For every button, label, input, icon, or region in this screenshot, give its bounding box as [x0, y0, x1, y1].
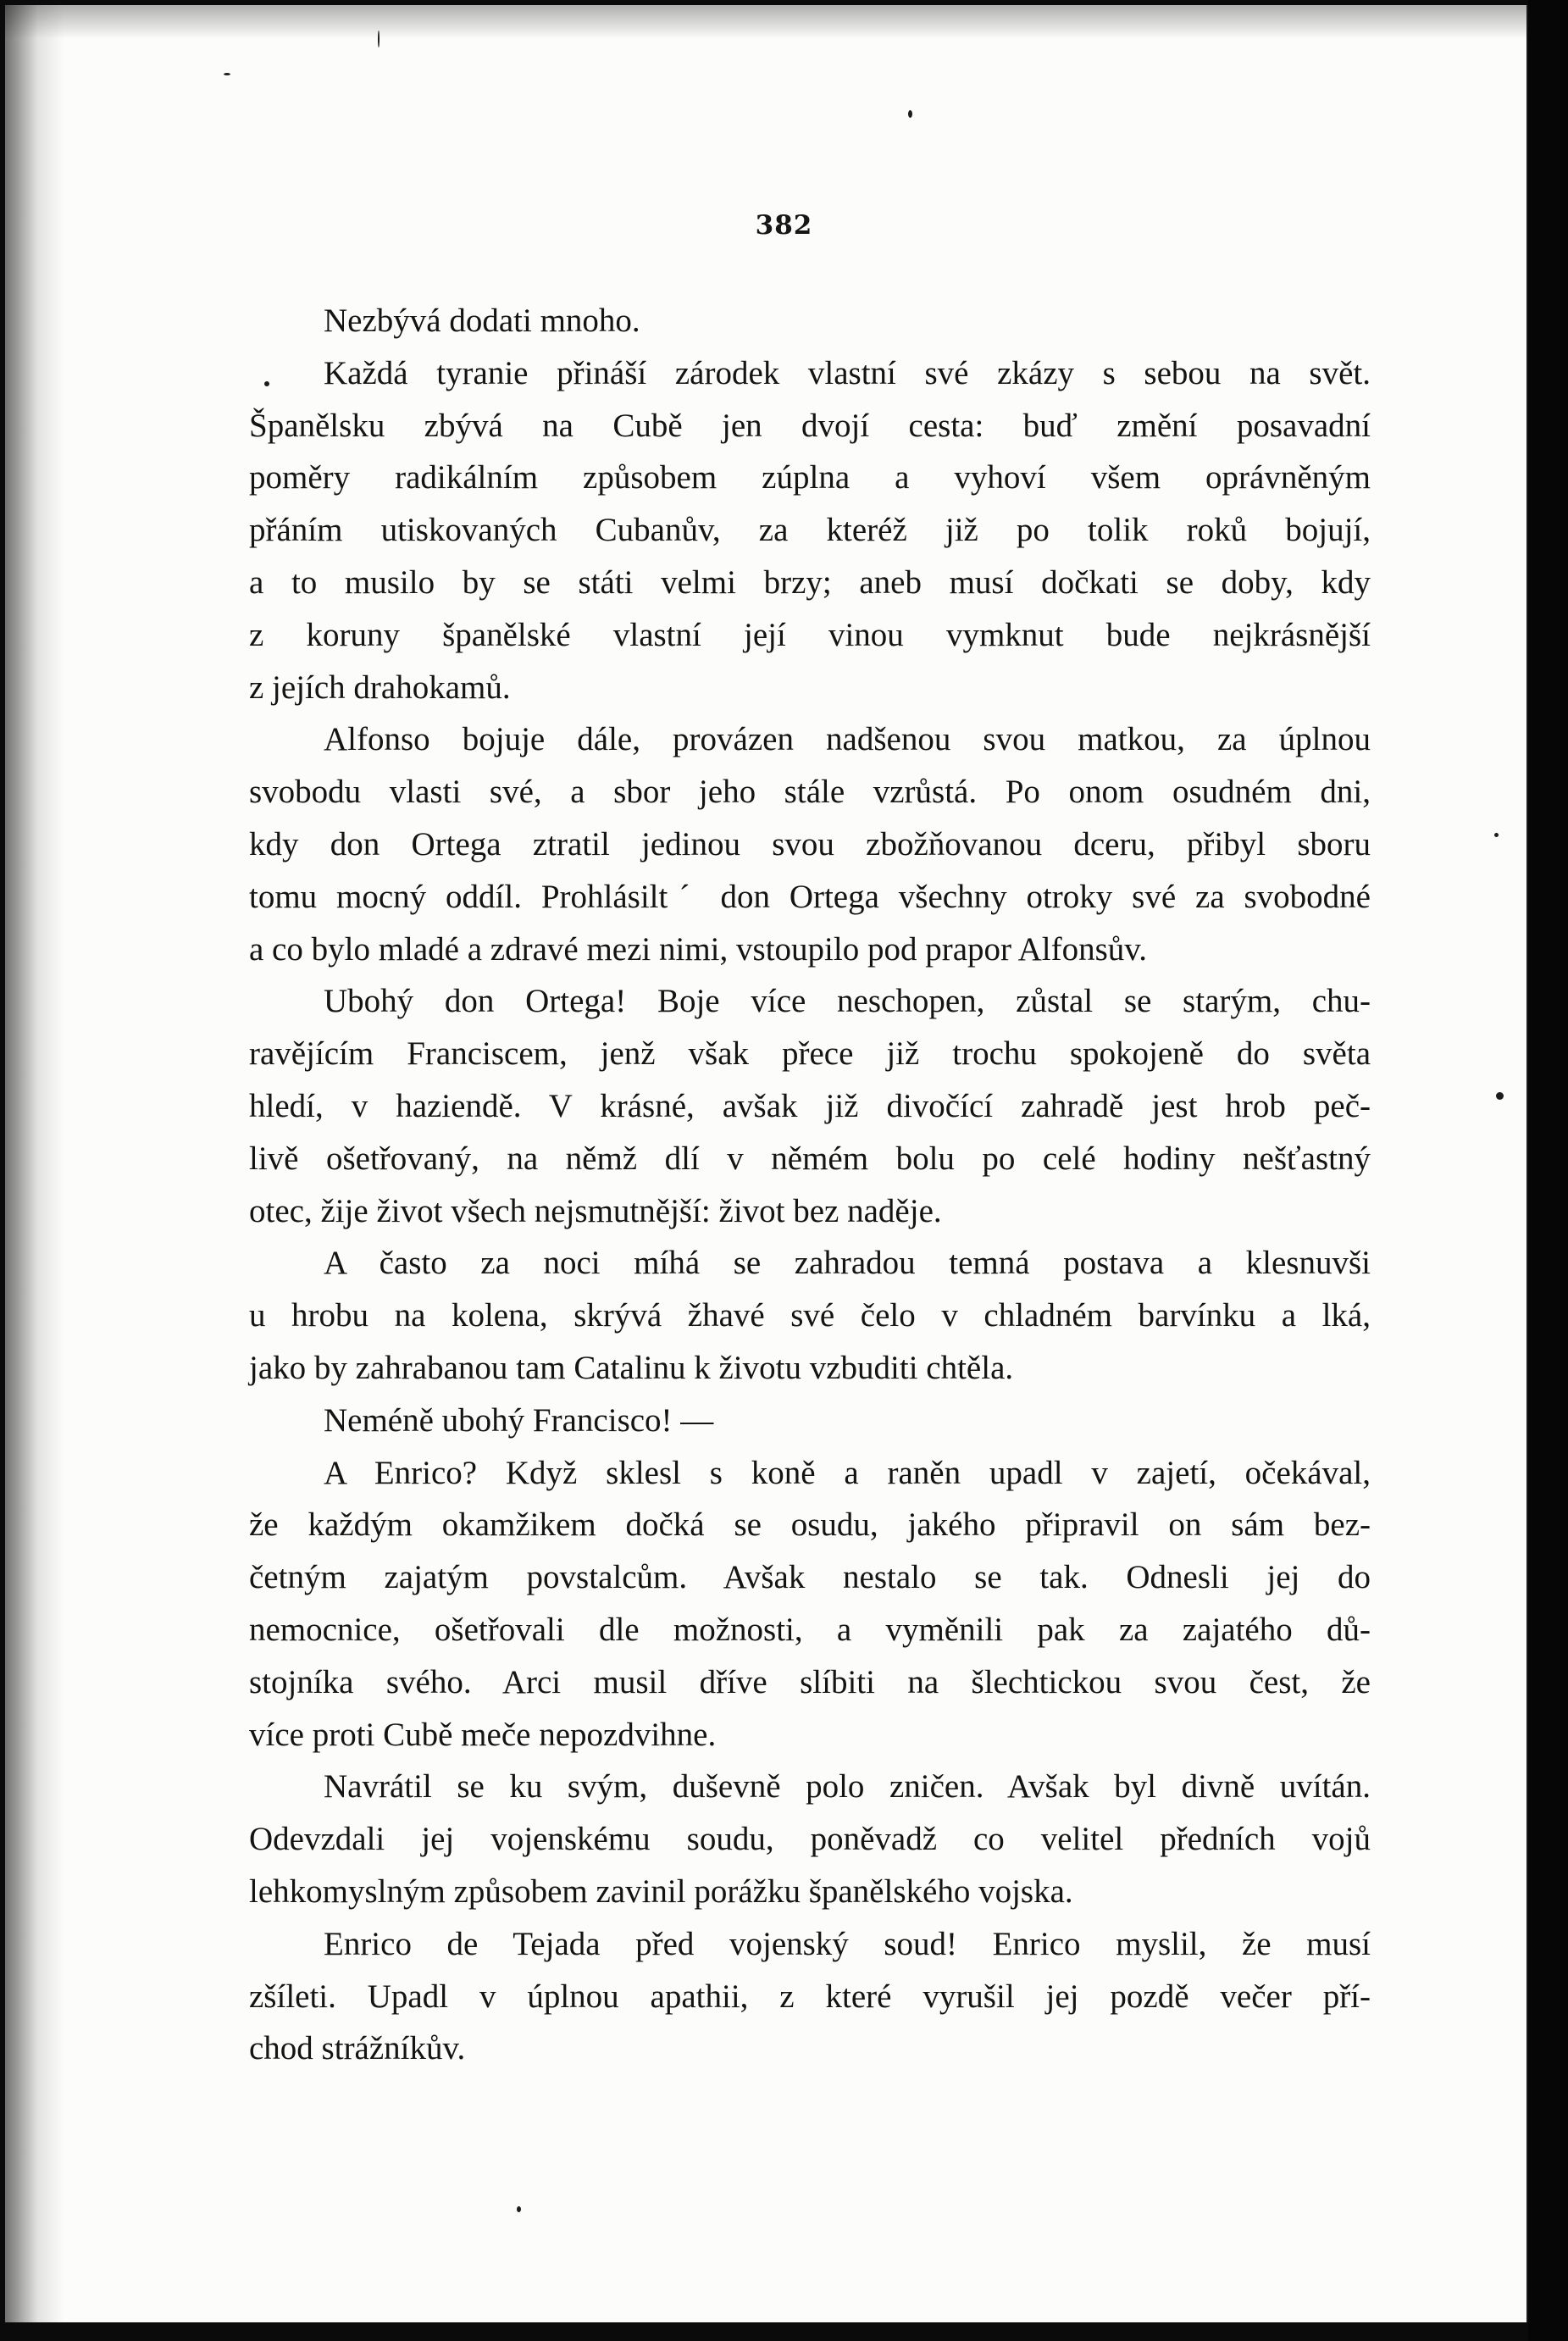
text-line: Španělsku zbývá na Cubě jen dvojí cesta: buď změní posavadní — [249, 407, 1371, 444]
text-line: tomu mocný oddíl. Prohlásiltˊ don Ortega všechny otroky své za svobodné — [249, 878, 1371, 915]
text-line: z koruny španělské vlastní její vinou vymknut bude nejkrásnější — [249, 616, 1371, 653]
text-line: a to musilo by se státi velmi brzy; aneb musí dočkati se doby, kdy — [249, 563, 1371, 601]
scan-speck — [1494, 833, 1499, 837]
text-line: Navrátil se ku svým, duševně polo zničen. Avšak byl divně uvítán. — [324, 1768, 1371, 1806]
scan-border-right — [1528, 0, 1568, 2341]
body-text — [249, 295, 1371, 2075]
text-line: hledí, v haziendě. V krásné, avšak již divočící zahradě jest hrob peč- — [249, 1087, 1371, 1124]
text-line: A často za noci míhá se zahradou temná postava a klesnuvši — [324, 1245, 1371, 1282]
text-line: A Enrico? Když sklesl s koně a raněn upadl v zajetí, očekával, — [324, 1454, 1371, 1491]
text-line: otec, žije život všech nejsmutnější: život bez naděje. — [249, 1192, 942, 1229]
scan-speck — [517, 2206, 521, 2212]
text-line: přáním utiskovaných Cubanův, za kteréž již po tolik roků bojují, — [249, 512, 1371, 549]
text-line: Odevzdali jej vojenskému soudu, poněvadž co velitel předních vojů — [249, 1821, 1371, 1858]
text-line: četným zajatým povstalcům. Avšak nestalo se tak. Odnesli jej do — [249, 1559, 1371, 1596]
text-line: chod strážníkův. — [249, 2030, 466, 2067]
text-line: nemocnice, ošetřovali dle možnosti, a vyměnili pak za zajatého dů- — [249, 1611, 1371, 1648]
text-line: z jejích drahokamů. — [249, 668, 511, 706]
text-line: zšíleti. Upadl v úplnou apathii, z které vyrušil jej pozdě večer pří- — [249, 1978, 1371, 2015]
page-number: 382 — [755, 210, 813, 241]
text-line: svobodu vlasti své, a sbor jeho stále vzrůstá. Po onom osudném dni, — [249, 774, 1371, 811]
text-line: že každým okamžikem dočká se osudu, jakého připravil on sám bez- — [249, 1506, 1371, 1544]
scan-edge-shadow-top — [5, 5, 1528, 39]
text-line: u hrobu na kolena, skrývá žhavé své čelo v chladném barvínku a lká, — [249, 1297, 1371, 1334]
text-line: kdy don Ortega ztratil jedinou svou zbožňovanou dceru, přibyl sboru — [249, 825, 1371, 863]
text-line: Každá tyranie přináší zárodek vlastní své zkázy s sebou na svět. — [324, 354, 1371, 391]
text-line: Enrico de Tejada před vojenský soud! Enrico myslil, že musí — [324, 1925, 1371, 1962]
text-line: Neméně ubohý Francisco! — — [324, 1401, 714, 1439]
text-line: poměry radikálním způsobem zúplna a vyhoví všem oprávněným — [249, 459, 1371, 496]
scan-speck — [908, 110, 912, 118]
scan-speck — [378, 31, 380, 47]
scan-speck — [224, 73, 230, 75]
text-line: lehkomyslným způsobem zavinil porážku španělského vojska. — [249, 1872, 1073, 1910]
scan-speck — [1496, 1092, 1504, 1100]
text-line: livě ošetřovaný, na němž dlí v němém bolu po celé hodiny nešťastný — [249, 1140, 1371, 1177]
text-line: stojníka svého. Arci musil dříve slíbiti na šlechtickou svou čest, že — [249, 1663, 1371, 1700]
text-line: Nezbývá dodati mnoho. — [324, 302, 640, 339]
text-line: více proti Cubě meče nepozdvihne. — [249, 1716, 717, 1753]
text-line: jako by zahrabanou tam Catalinu k životu vzbuditi chtěla. — [249, 1349, 1014, 1386]
text-line: Alfonso bojuje dále, provázen nadšenou svou matkou, za úplnou — [324, 721, 1371, 758]
text-line: Ubohý don Ortega! Boje více neschopen, zůstal se starým, chu- — [324, 983, 1371, 1020]
scan-edge-shadow-left — [5, 5, 64, 2322]
text-line: a co bylo mladé a zdravé mezi nimi, vstoupilo pod prapor Alfonsův. — [249, 930, 1147, 968]
text-line: ravějícím Franciscem, jenž však přece již trochu spokojeně do světa — [249, 1035, 1371, 1073]
